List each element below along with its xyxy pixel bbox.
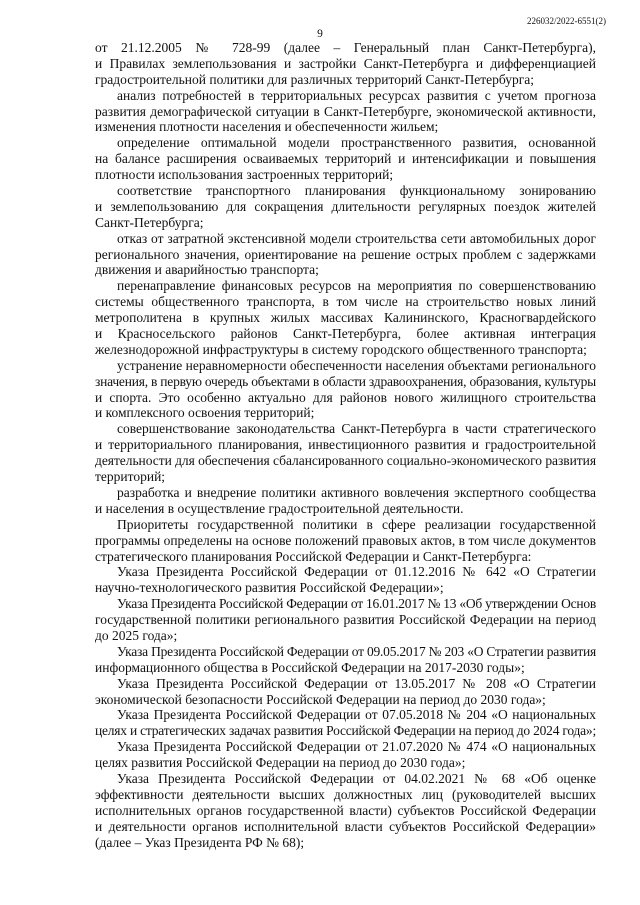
text-line: Указа Президента Российской Федерации от 13.05.2017 № 208 «О Стратегии [117,675,596,691]
text-line: исполнительных органов государственной власти) субъектов Российской Федерации [95,802,596,818]
text-line: государственной политики регионального развития Российской Федерации на период [95,612,596,628]
text-line: и спорта. Это особенно актуально для районов нового жилищного строительства [95,389,596,405]
document-id: 226032/2022-6551(2) [527,16,606,26]
text-line: целях развития Российской Федерации на период до 2030 года»; [95,755,466,771]
text-line: эффективности деятельности высших должностных лиц (руководителей высших [95,786,596,802]
text-line: устранение неравномерности обеспеченности населения объектами регионального [117,357,596,373]
text-line: движения и аварийностью транспорта; [95,262,319,278]
document-body [95,40,596,850]
text-line: регионального значения, ориентирование на решение острых проблем с задержками [95,246,596,262]
text-line: Указа Президента Российской Федерации от 16.01.2017 № 13 «Об утверждении Основ [117,596,596,612]
text-line: Указа Президента Российской Федерации от 07.05.2018 № 204 «О национальных [117,707,596,723]
text-line: целях и стратегических задачах развития Российской Федерации на период до 2024 года»; [95,723,596,739]
text-line: территорий; [95,469,166,485]
text-line: Указа Президента Российской Федерации от 04.02.2021 № 68 «Об оценке [117,770,596,786]
text-line: деятельности для обеспечения сбалансированного социально-экономического развития [95,453,596,469]
text-line: научно-технологического развития Российской Федерации»; [95,580,444,596]
text-line: и комплексного освоения территорий; [95,405,315,421]
text-line: Указа Президента Российской Федерации от 01.12.2016 № 642 «О Стратегии [117,564,596,580]
text-line: изменения плотности населения и обеспеченности жильем; [95,119,439,135]
text-line: соответствие транспортного планирования функциональному зонированию [117,183,596,199]
text-line: Санкт-Петербурга; [95,214,204,230]
text-line: стратегического планирования Российской Федерации и Санкт-Петербурга: [95,548,532,564]
text-line: экономической безопасности Российской Федерации на период до 2030 года»; [95,691,546,707]
text-line: информационного общества в Российской Федерации на 2017-2030 годы»; [95,659,525,675]
text-line: системы общественного транспорта, в том числе на строительство новых линий [95,294,596,310]
text-line: и деятельности органов исполнительной власти субъектов Российской Федерации» [95,818,596,834]
text-line: программы определены на основе положений правовых актов, в том числе документов [95,532,596,548]
text-line: значения, в первую очередь объектами в области здравоохранения, образования, культуры [95,373,596,389]
text-line: Указа Президента Российской Федерации от 21.07.2020 № 474 «О национальных [117,739,596,755]
text-line: разработка и внедрение политики активного вовлечения экспертного сообщества [117,484,596,500]
text-line: железнодорожной инфраструктуры в систему городского общественного транспорта; [95,341,587,357]
text-line: и Красносельского районов Санкт-Петербурга, более активная интеграция [95,326,596,342]
text-line: и землепользованию для сокращения длительности регулярных поездок жителей [95,198,596,214]
text-line: градостроительной политики для различных территорий Санкт-Петербурга; [95,71,535,87]
text-line: и Правилах землепользования и застройки Санкт-Петербурга и дифференциацией [95,55,596,71]
text-line: от 21.12.2005 № 728-99 (далее – Генеральный план Санкт-Петербурга), [95,40,596,55]
text-line: Указа Президента Российской Федерации от 09.05.2017 № 203 «О Стратегии развития [117,643,596,659]
text-line: на балансе расширения осваиваемых территорий и интенсификации и повышения [95,151,596,167]
page-number: 9 [317,28,323,40]
text-line: до 2025 года»; [95,627,178,643]
text-line: и населения в осуществление градостроительной деятельности. [95,500,464,516]
text-line: метрополитена в крупных жилых массивах Калининского, Красногвардейского [95,310,596,326]
text-line: (далее – Указ Президента РФ № 68); [95,834,305,850]
text-line: определение оптимальной модели пространственного развития, основанной [117,135,596,151]
text-line: развития демографической ситуации в Санкт-Петербурге, экономической активности, [95,103,596,119]
text-line: совершенствование законодательства Санкт-Петербурга в части стратегического [117,421,596,437]
text-line: и территориального планирования, инвестиционного развития и градостроительной [95,437,596,453]
text-line: отказ от затратной экстенсивной модели строительства сети автомобильных дорог [117,230,596,246]
text-line: Приоритеты государственной политики в сфере реализации государственной [117,516,596,532]
text-line: анализ потребностей в территориальных ресурсах развития с учетом прогноза [117,87,596,103]
text-line: перенаправление финансовых ресурсов на мероприятия по совершенствованию [117,278,596,294]
text-line: плотности использования застроенных территорий; [95,167,394,183]
